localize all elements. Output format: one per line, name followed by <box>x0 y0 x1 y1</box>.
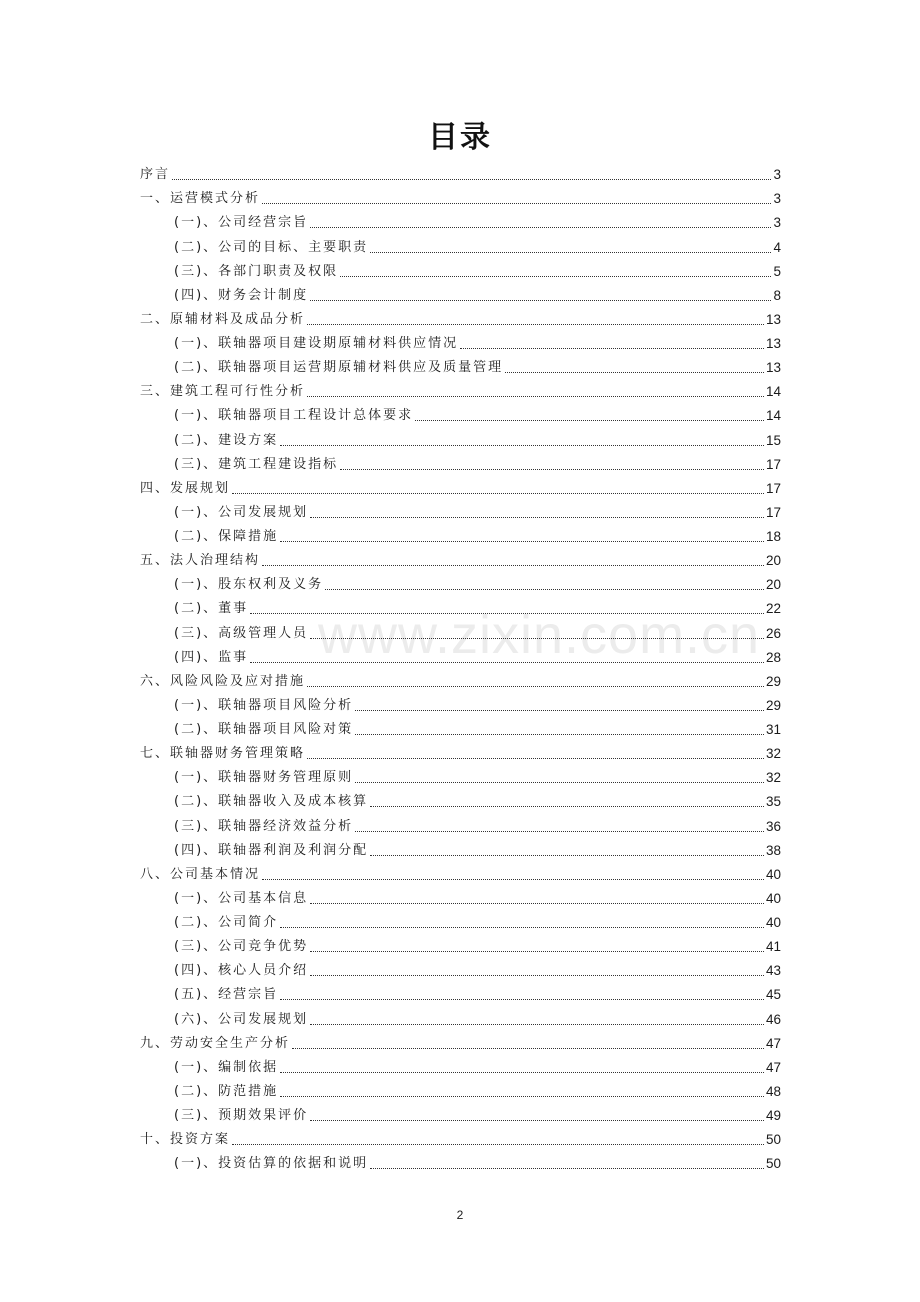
toc-entry-label: (五)、经营宗旨 <box>174 987 279 1003</box>
toc-entry-page: 13 <box>765 311 781 327</box>
toc-subentry[interactable] <box>140 884 781 908</box>
toc-subentry[interactable] <box>140 570 781 594</box>
toc-entry-label: 三、建筑工程可行性分析 <box>140 384 306 400</box>
toc-entry[interactable] <box>140 1029 781 1053</box>
toc-entry-page: 48 <box>765 1083 781 1099</box>
toc-subentry[interactable] <box>140 618 781 642</box>
toc-entry-page: 40 <box>765 890 781 906</box>
toc-entry-label: (四)、核心人员介绍 <box>174 963 309 979</box>
dot-leader <box>310 227 771 228</box>
toc-entry-page: 45 <box>765 987 781 1003</box>
toc-entry-page: 20 <box>765 553 781 569</box>
toc-subentry[interactable] <box>140 1101 781 1125</box>
toc-entry-label: (一)、联轴器项目风险分析 <box>174 697 354 713</box>
toc-entry-page: 35 <box>765 794 781 810</box>
dot-leader <box>280 445 764 446</box>
dot-leader <box>310 951 764 952</box>
toc-entry-page: 40 <box>765 866 781 882</box>
toc-subentry[interactable] <box>140 715 781 739</box>
toc-entry-label: 七、联轴器财务管理策略 <box>140 746 306 762</box>
toc-entry-page: 3 <box>773 191 781 207</box>
toc-title: 目录 <box>428 120 492 155</box>
toc-subentry[interactable] <box>140 980 781 1004</box>
toc-entry-page: 47 <box>765 1059 781 1075</box>
dot-leader <box>172 179 771 180</box>
toc-entry-label: (三)、预期效果评价 <box>174 1108 309 1123</box>
toc-subentry[interactable] <box>140 956 781 980</box>
toc-entry-label: 六、风险风险及应对措施 <box>140 673 306 689</box>
toc-entry-page: 14 <box>765 408 781 424</box>
dot-leader <box>280 1096 764 1097</box>
dot-leader <box>310 903 764 904</box>
dot-leader <box>232 1144 764 1145</box>
toc-entry-label: (三)、高级管理人员 <box>174 625 309 641</box>
toc-entry-page: 29 <box>765 673 781 689</box>
toc-subentry[interactable] <box>140 836 781 860</box>
toc-entry-page: 28 <box>765 649 781 665</box>
toc-entry-page: 41 <box>765 939 781 955</box>
dot-leader <box>307 324 764 325</box>
toc-entry-label: (一)、编制依据 <box>174 1059 279 1075</box>
toc-entry-page: 13 <box>765 360 781 376</box>
dot-leader <box>262 565 764 566</box>
toc-entry-label: (一)、联轴器项目建设期原辅材料供应情况 <box>174 336 459 351</box>
toc-subentry[interactable] <box>140 353 781 377</box>
toc-subentry[interactable] <box>140 232 781 256</box>
toc-entry[interactable] <box>140 860 781 884</box>
toc-entry[interactable] <box>140 474 781 498</box>
dot-leader <box>232 493 764 494</box>
toc-entry-page: 32 <box>765 770 781 786</box>
dot-leader <box>280 999 764 1000</box>
toc-subentry[interactable] <box>140 257 781 281</box>
toc-entry-label: (二)、防范措施 <box>174 1083 279 1099</box>
toc-entry-label: (三)、各部门职责及权限 <box>174 263 339 279</box>
toc-entry-page: 26 <box>765 625 781 641</box>
toc-entry-label: (一)、联轴器项目工程设计总体要求 <box>174 408 414 424</box>
toc-entry[interactable] <box>140 160 781 184</box>
dot-leader <box>370 806 764 807</box>
toc-subentry[interactable] <box>140 450 781 474</box>
toc-entry-label: (三)、公司竞争优势 <box>174 939 309 955</box>
dot-leader <box>307 758 764 759</box>
toc-entry-label: 二、原辅材料及成品分析 <box>140 311 306 327</box>
toc-entry-label: (一)、股东权利及义务 <box>174 577 324 593</box>
toc-entry-label: 十、投资方案 <box>140 1132 231 1148</box>
toc-entry-label: (一)、公司发展规划 <box>174 504 309 520</box>
toc-entry-label: (二)、公司的目标、主要职责 <box>174 239 369 255</box>
dot-leader <box>460 348 764 349</box>
dot-leader <box>355 831 764 832</box>
dot-leader <box>280 1072 764 1073</box>
toc-subentry[interactable] <box>140 908 781 932</box>
toc-subentry[interactable] <box>140 763 781 787</box>
toc-entry-page: 17 <box>765 480 781 496</box>
toc-entry-label: 一、运营模式分析 <box>140 191 261 207</box>
table-of-contents <box>140 160 781 1173</box>
toc-subentry[interactable] <box>140 1004 781 1028</box>
toc-subentry[interactable] <box>140 594 781 618</box>
toc-entry-page: 40 <box>765 915 781 930</box>
toc-entry-page: 22 <box>765 601 781 617</box>
toc-entry[interactable] <box>140 739 781 763</box>
toc-entry-page: 32 <box>765 746 781 762</box>
toc-entry-label: (一)、公司基本信息 <box>174 890 309 906</box>
dot-leader <box>340 469 764 470</box>
toc-entry-label: 四、发展规划 <box>140 480 231 496</box>
dot-leader <box>250 613 764 614</box>
toc-entry-label: (二)、联轴器收入及成本核算 <box>174 794 369 810</box>
toc-entry-page: 20 <box>765 577 781 593</box>
toc-entry-page: 5 <box>773 263 781 279</box>
toc-subentry[interactable] <box>140 691 781 715</box>
toc-subentry[interactable] <box>140 281 781 305</box>
toc-entry-label: 八、公司基本情况 <box>140 866 261 882</box>
toc-entry-page: 46 <box>765 1011 781 1027</box>
dot-leader <box>370 855 764 856</box>
dot-leader <box>355 710 764 711</box>
toc-entry-label: (一)、投资估算的依据和说明 <box>174 1156 369 1172</box>
toc-entry-page: 49 <box>765 1108 781 1123</box>
toc-entry-page: 15 <box>765 432 781 448</box>
dot-leader <box>310 975 764 976</box>
dot-leader <box>340 276 771 277</box>
toc-entry-page: 4 <box>773 239 781 255</box>
toc-entry-label: 五、法人治理结构 <box>140 553 261 569</box>
dot-leader <box>355 734 764 735</box>
dot-leader <box>280 541 764 542</box>
toc-subentry[interactable] <box>140 329 781 353</box>
toc-subentry[interactable] <box>140 811 781 835</box>
toc-entry[interactable] <box>140 546 781 570</box>
toc-entry-label: (四)、联轴器利润及利润分配 <box>174 842 369 858</box>
toc-subentry[interactable] <box>140 932 781 956</box>
toc-entry-page: 50 <box>765 1132 781 1148</box>
toc-entry-page: 36 <box>765 818 781 834</box>
dot-leader <box>415 420 764 421</box>
toc-entry-page: 8 <box>773 287 781 303</box>
toc-entry-label: 序言 <box>140 167 171 183</box>
toc-entry[interactable] <box>140 667 781 691</box>
dot-leader <box>310 300 771 301</box>
toc-entry-page: 43 <box>765 963 781 979</box>
toc-subentry[interactable] <box>140 1053 781 1077</box>
toc-entry-label: (四)、财务会计制度 <box>174 287 309 303</box>
toc-entry-page: 31 <box>765 722 781 737</box>
toc-entry-label: (二)、联轴器项目运营期原辅材料供应及质量管理 <box>174 360 504 376</box>
toc-entry-label: (三)、联轴器经济效益分析 <box>174 818 354 834</box>
toc-entry-page: 38 <box>765 842 781 858</box>
dot-leader <box>307 686 764 687</box>
toc-entry-page: 29 <box>765 697 781 713</box>
toc-entry-page: 3 <box>773 167 781 183</box>
toc-entry-page: 17 <box>765 504 781 520</box>
toc-entry-label: (四)、监事 <box>174 649 249 665</box>
toc-entry[interactable] <box>140 377 781 401</box>
toc-subentry[interactable] <box>140 1077 781 1101</box>
toc-entry-page: 47 <box>765 1035 781 1051</box>
toc-entry-label: (一)、公司经营宗旨 <box>174 215 309 231</box>
dot-leader <box>355 782 764 783</box>
toc-entry[interactable] <box>140 1125 781 1149</box>
toc-entry-label: (二)、董事 <box>174 601 249 617</box>
dot-leader <box>370 1168 764 1169</box>
dot-leader <box>505 372 764 373</box>
toc-subentry[interactable] <box>140 787 781 811</box>
toc-entry-page: 14 <box>765 384 781 400</box>
toc-entry-page: 3 <box>773 215 781 231</box>
dot-leader <box>310 638 764 639</box>
toc-subentry[interactable] <box>140 208 781 232</box>
toc-subentry[interactable] <box>140 498 781 522</box>
toc-entry[interactable] <box>140 184 781 208</box>
dot-leader <box>250 662 764 663</box>
dot-leader <box>280 927 764 928</box>
page-number: 2 <box>456 1208 464 1222</box>
dot-leader <box>370 252 771 253</box>
toc-entry-label: (二)、公司简介 <box>174 915 279 930</box>
toc-entry-page: 17 <box>765 456 781 472</box>
toc-subentry[interactable] <box>140 401 781 425</box>
dot-leader <box>292 1048 764 1049</box>
dot-leader <box>325 589 764 590</box>
toc-entry-label: (三)、建筑工程建设指标 <box>174 456 339 472</box>
toc-entry-label: (一)、联轴器财务管理原则 <box>174 770 354 786</box>
toc-subentry[interactable] <box>140 643 781 667</box>
toc-entry-page: 18 <box>765 529 781 544</box>
dot-leader <box>262 879 764 880</box>
dot-leader <box>310 517 764 518</box>
toc-entry-page: 13 <box>765 336 781 351</box>
dot-leader <box>262 203 771 204</box>
toc-entry-page: 50 <box>765 1156 781 1172</box>
toc-entry-label: (二)、建设方案 <box>174 432 279 448</box>
toc-entry[interactable] <box>140 305 781 329</box>
dot-leader <box>307 396 764 397</box>
dot-leader <box>310 1120 764 1121</box>
toc-entry-label: 九、劳动安全生产分析 <box>140 1035 291 1051</box>
toc-entry-label: (二)、联轴器项目风险对策 <box>174 722 354 737</box>
toc-entry-label: (六)、公司发展规划 <box>174 1011 309 1027</box>
toc-subentry[interactable] <box>140 1149 781 1173</box>
toc-subentry[interactable] <box>140 522 781 546</box>
toc-entry-label: (二)、保障措施 <box>174 529 279 544</box>
dot-leader <box>310 1024 764 1025</box>
toc-subentry[interactable] <box>140 425 781 449</box>
watermark: www.zixin.com.cn <box>318 605 761 665</box>
